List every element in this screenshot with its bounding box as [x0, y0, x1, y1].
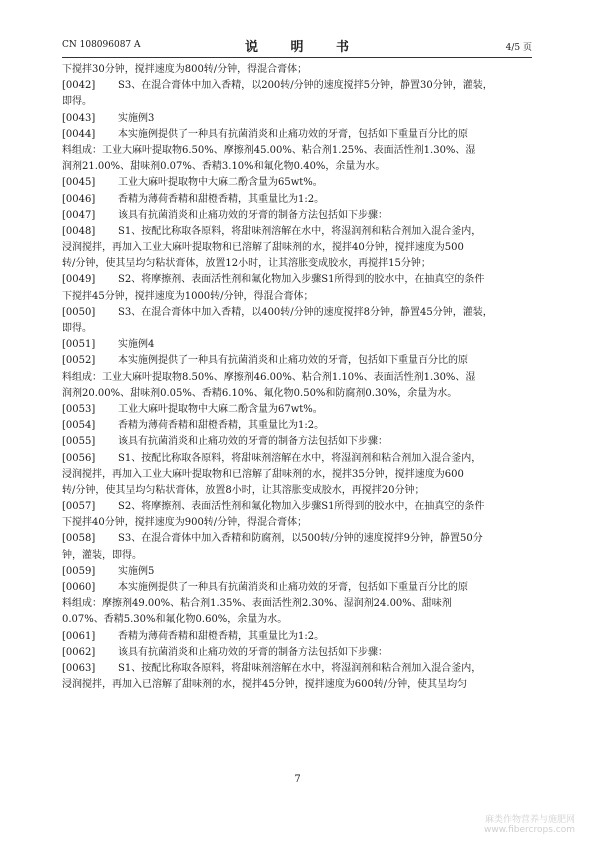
paragraph-number: [0048]: [62, 225, 96, 237]
text-line: [62, 645, 532, 661]
line-text: 转/分钟，使其呈均匀粘状膏体，放置8小时，让其溶胀变成胶水，再搅拌20分钟；: [62, 484, 425, 496]
line-text: 本实施例提供了一种具有抗菌消炎和止痛功效的牙膏，包括如下重量百分比的原: [118, 355, 468, 367]
paragraph-number: [0051]: [62, 339, 96, 351]
paragraph-number: [0050]: [62, 306, 96, 318]
line-text: S3、在混合膏体中加入香精，以200转/分钟的速度搅拌5分钟，静置30分钟，灌装，: [118, 80, 493, 92]
line-text: 料组成：摩擦剂49.00%、粘合剂1.35%、表面活性剂2.30%、湿润剂24.00%、甜味剂: [62, 598, 452, 610]
line-text: 浸润搅拌，再加入已溶解了甜味剂的水，搅拌45分钟，搅拌速度为600转/分钟，使其呈均匀: [62, 679, 468, 691]
text-line: [62, 402, 532, 418]
text-line: [62, 143, 532, 159]
document-number: CN 108096087 A: [62, 40, 141, 50]
text-line: [62, 434, 532, 450]
line-text: 钟，灌装，即得。: [62, 549, 142, 561]
text-line: [62, 483, 532, 499]
line-text: 实施例5: [118, 565, 155, 577]
text-line: [62, 451, 532, 467]
line-text: 浸润搅拌，再加入工业大麻叶提取物和已溶解了甜味剂的水，搅拌35分钟，搅拌速度为600: [62, 468, 464, 480]
line-text: 下搅拌45分钟，搅拌速度为1000转/分钟，得混合膏体；: [62, 290, 314, 302]
text-line: [62, 499, 532, 515]
paragraph-number: [0063]: [62, 662, 96, 674]
paragraph-number: [0049]: [62, 274, 96, 286]
text-line: [62, 289, 532, 305]
line-text: 工业大麻叶提取物中大麻二酚含量为67wt%。: [118, 403, 323, 415]
line-text: 料组成：工业大麻叶提取物6.50%、摩擦剂45.00%、粘合剂1.25%、表面活性剂1.30%、湿: [62, 144, 476, 156]
text-line: [62, 321, 532, 337]
line-text: 实施例4: [118, 339, 155, 351]
paragraph-number: [0044]: [62, 128, 96, 140]
text-line: [62, 240, 532, 256]
paragraph-number: [0055]: [62, 436, 96, 448]
line-text: S2、将摩擦剂、表面活性剂和氟化物加入步骤S1所得到的胶水中，在抽真空的条件: [118, 501, 485, 513]
watermark-url: www.fibercrops.com: [484, 825, 575, 835]
text-line: [62, 612, 532, 628]
text-line: [62, 94, 532, 110]
paragraph-number: [0062]: [62, 646, 96, 658]
paragraph-number: [0045]: [62, 177, 96, 189]
paragraph-number: [0058]: [62, 533, 96, 545]
text-line: [62, 596, 532, 612]
line-text: 转/分钟，使其呈均匀粘状膏体，放置12小时，让其溶胀变成胶水，再搅拌15分钟；: [62, 258, 431, 270]
line-text: S3、在混合膏体中加入香精和防腐剂，以500转/分钟的速度搅拌9分钟，静置50分: [118, 533, 483, 545]
line-text: 该具有抗菌消炎和止痛功效的牙膏的制备方法包括如下步骤：: [118, 209, 388, 221]
text-line: [62, 111, 532, 127]
paragraph-number: [0046]: [62, 193, 96, 205]
text-line: [62, 629, 532, 645]
line-text: 香精为薄荷香精和甜橙香精，其重量比为1:2。: [118, 193, 325, 205]
line-text: 料组成：工业大麻叶提取物8.50%、摩擦剂46.00%、粘合剂1.10%、表面活性剂1.30%、湿: [62, 371, 476, 383]
text-line: [62, 515, 532, 531]
text-line: [62, 386, 532, 402]
line-text: 工业大麻叶提取物中大麻二酚含量为65wt%。: [118, 177, 323, 189]
line-text: 下搅拌40分钟，搅拌速度为900转/分钟，得混合膏体；: [62, 517, 308, 529]
line-text: S1、按配比称取各原料，将甜味剂溶解在水中，将湿润剂和粘合剂加入混合釜内，: [118, 452, 482, 464]
text-line: [62, 580, 532, 596]
line-text: 实施例3: [118, 112, 155, 124]
text-line: [62, 127, 532, 143]
line-text: 即得。: [62, 323, 92, 334]
line-text: 下搅拌30分钟，搅拌速度为800转/分钟，得混合膏体；: [62, 64, 308, 75]
line-text: 该具有抗菌消炎和止痛功效的牙膏的制备方法包括如下步骤：: [118, 436, 388, 448]
header-rule: [62, 57, 532, 58]
paragraph-number: [0053]: [62, 403, 96, 415]
text-line: [62, 224, 532, 240]
text-line: [62, 337, 532, 353]
line-text: 香精为薄荷香精和甜橙香精，其重量比为1:2。: [118, 420, 325, 432]
text-line: [62, 564, 532, 580]
text-line: [62, 256, 532, 272]
page-number: 7: [294, 774, 301, 785]
paragraph-number: [0042]: [62, 80, 96, 92]
document-body: [62, 62, 532, 693]
page-indicator: 4/5 页: [505, 43, 532, 53]
text-line: [62, 370, 532, 386]
text-line: [62, 159, 532, 175]
paragraph-number: [0060]: [62, 582, 96, 593]
paragraph-number: [0061]: [62, 630, 96, 642]
line-text: 浸润搅拌，再加入工业大麻叶提取物和已溶解了甜味剂的水，搅拌40分钟，搅拌速度为500: [62, 242, 464, 254]
line-text: S1、按配比称取各原料，将甜味剂溶解在水中，将湿润剂和粘合剂加入混合釜内，: [118, 225, 482, 237]
page-header: [62, 36, 532, 56]
text-line: [62, 175, 532, 191]
document-title: 说 明 书: [244, 40, 364, 55]
paragraph-number: [0047]: [62, 209, 96, 221]
line-text: S2、将摩擦剂、表面活性剂和氟化物加入步骤S1所得到的胶水中，在抽真空的条件: [118, 274, 485, 286]
text-line: [62, 192, 532, 208]
text-line: [62, 531, 532, 547]
text-line: [62, 272, 532, 288]
line-text: 本实施例提供了一种具有抗菌消炎和止痛功效的牙膏，包括如下重量百分比的原: [118, 582, 468, 593]
line-text: 本实施例提供了一种具有抗菌消炎和止痛功效的牙膏，包括如下重量百分比的原: [118, 128, 468, 140]
line-text: 0.07%、香精5.30%和氟化物0.60%，余量为水。: [62, 614, 288, 626]
paragraph-number: [0052]: [62, 355, 96, 367]
paragraph-number: [0056]: [62, 452, 96, 464]
text-line: [62, 467, 532, 483]
line-text: 即得。: [62, 96, 92, 108]
paragraph-number: [0059]: [62, 565, 96, 577]
text-line: [62, 62, 532, 78]
paragraph-number: [0043]: [62, 112, 96, 124]
text-line: [62, 208, 532, 224]
text-line: [62, 661, 532, 677]
line-text: S1、按配比称取各原料，将甜味剂溶解在水中，将湿润剂和粘合剂加入混合釜内，: [118, 662, 482, 674]
line-text: 润剂20.00%、甜味剂0.05%、香精6.10%、氟化物0.50%和防腐剂0.30%，余量为水。: [62, 387, 458, 399]
text-line: [62, 78, 532, 94]
line-text: S3、在混合膏体中加入香精，以400转/分钟的速度搅拌8分钟，静置45分钟，灌装，: [118, 306, 493, 318]
text-line: [62, 353, 532, 369]
watermark-title: 麻类作物营养与施肥网: [484, 815, 575, 825]
line-text: 香精为薄荷香精和甜橙香精，其重量比为1:2。: [118, 630, 325, 642]
text-line: [62, 418, 532, 434]
text-line: [62, 548, 532, 564]
paragraph-number: [0057]: [62, 501, 96, 513]
text-line: [62, 305, 532, 321]
line-text: 该具有抗菌消炎和止痛功效的牙膏的制备方法包括如下步骤：: [118, 646, 388, 658]
line-text: 润剂21.00%、甜味剂0.07%、香精3.10%和氟化物0.40%，余量为水。: [62, 161, 386, 173]
paragraph-number: [0054]: [62, 420, 96, 432]
text-line: [62, 677, 532, 693]
